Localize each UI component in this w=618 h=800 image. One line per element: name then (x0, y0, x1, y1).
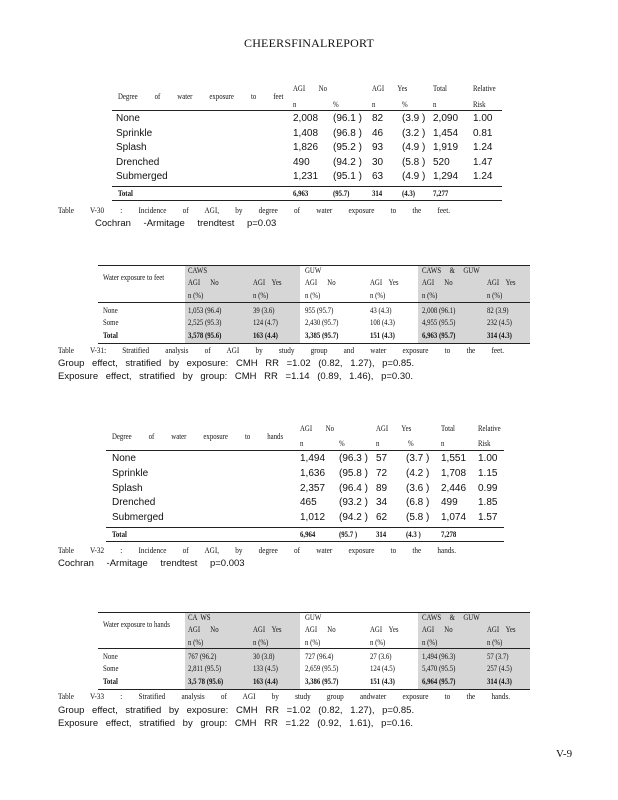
table-cell: 43 (4.3) (370, 306, 392, 315)
table-cell: 133 (4.5) (253, 664, 278, 674)
cell-agi-no-pct: (95.1 ) (333, 171, 362, 182)
cell-agi-no-n: 2,008 (293, 113, 319, 124)
col-npct: n (%) (253, 638, 269, 647)
col-total: Total (433, 84, 447, 93)
row-label: Total (103, 676, 118, 686)
sub-pct: % (402, 100, 408, 109)
cell-agi-no-n: 2,357 (300, 482, 326, 494)
table-cell: 1,494 (96.3) (422, 652, 456, 661)
cell-agi-no-pct: (94.2 ) (333, 156, 362, 168)
group-label: GUW (305, 613, 322, 622)
col-npct: n (%) (305, 638, 321, 647)
table-cell: 82 (3.9) (487, 306, 509, 315)
row-label: Submerged (116, 171, 168, 182)
col-relative: Relative (473, 84, 496, 93)
table-cell: 6,963 (95.7) (422, 330, 456, 340)
cell-total: 520 (433, 156, 450, 168)
table-cell: 151 (4.3) (370, 676, 395, 686)
table-cell: 3,386 (95.7) (305, 676, 339, 686)
sub-n: n (441, 439, 445, 448)
cell-relative-risk: 1.57 (478, 512, 498, 524)
group-label: CA WS (188, 613, 211, 622)
row-label: Drenched (112, 497, 156, 509)
cell-relative-risk: 1.15 (478, 467, 498, 479)
page-number: V-9 (556, 748, 573, 760)
row-header: Water exposure to feet (103, 273, 165, 282)
cell-relative-risk: 1.24 (473, 171, 493, 182)
cell-agi-no-n: 1,826 (293, 142, 319, 153)
table-cell: 2,525 (95.3) (188, 318, 222, 328)
table-caption: Table V-32 : Incidence of AGI, by degree of water exposure to the hands. (58, 546, 457, 555)
row-label: None (116, 113, 140, 124)
col-agi-yes: AGI Yes (253, 625, 282, 634)
table-cell: 3,5 78 (95.6) (188, 676, 224, 686)
report-header: CHEERSFINALREPORT (243, 36, 375, 50)
table-cell: 1,053 (96.4) (188, 306, 222, 315)
table-cell: 163 (4.4) (253, 330, 278, 340)
table-cell: 2,430 (95.7) (305, 318, 339, 328)
group-label: GUW (305, 266, 322, 275)
cell-agi-yes-n: 57 (376, 453, 388, 464)
col-agi-no: AGI No (188, 278, 219, 287)
cell-agi-no-pct: (96.3 ) (339, 453, 368, 464)
table-cell: 39 (3.6) (253, 306, 275, 315)
col-agi-yes: AGI Yes (487, 278, 516, 287)
cell-relative-risk: 1.24 (473, 142, 493, 153)
table-cell: 124 (4.7) (253, 318, 278, 328)
table-cell: 3,578 (95.6) (188, 330, 222, 340)
sub-n: n (293, 100, 297, 109)
table-cell: 4,955 (95.5) (422, 318, 456, 328)
table-cell: 3,385 (95.7) (305, 330, 339, 340)
cell-relative-risk: 0.99 (478, 482, 498, 494)
cell-agi-yes-n: 46 (372, 127, 384, 139)
table-cell: 955 (95.7) (305, 306, 334, 315)
row-label: Sprinkle (116, 127, 153, 139)
row-header: Water exposure to hands (103, 620, 170, 629)
cell-relative-risk: 1.47 (473, 156, 493, 168)
col-agi-no: AGI No (188, 625, 219, 634)
table-cell: 767 (96.2) (188, 652, 217, 661)
col-npct: n (%) (188, 638, 204, 647)
cell-agi-no-pct: (96.8 ) (333, 127, 362, 139)
col-npct: n (%) (370, 291, 386, 300)
table-cell: 6,964 (95.7) (422, 676, 456, 686)
cell-total: 1,708 (441, 467, 467, 479)
table-cell: 108 (4.3) (370, 318, 395, 328)
cell-agi-no-n: 490 (293, 156, 310, 168)
total-cell: (4.3 ) (406, 530, 421, 539)
table-note: Group effect, stratified by exposure: CMH RR =1.02 (0.82, 1.27), p=0.85. (58, 705, 415, 716)
table-cell: 30 (3.8) (253, 652, 275, 661)
cell-relative-risk: 1.85 (478, 497, 498, 509)
row-label: Some (103, 664, 119, 674)
cell-agi-yes-pct: (4.9 ) (402, 171, 426, 182)
table-cell: 232 (4.5) (487, 318, 512, 328)
table-cell: 2,659 (95.5) (305, 664, 339, 674)
sub-pct: % (339, 439, 345, 448)
total-cell: (95.7 ) (339, 530, 358, 539)
table-cell: 57 (3.7) (487, 652, 509, 661)
table-note: Cochran -Armitage trendtest p=0.03 (95, 218, 277, 229)
col-agi-no: AGI No (305, 625, 336, 634)
col-npct: n (%) (188, 291, 204, 300)
cell-agi-yes-n: 34 (376, 497, 388, 509)
table-note: Exposure effect, stratified by group: CMH RR =1.14 (0.89, 1.46), p=0.30. (58, 371, 414, 382)
cell-agi-yes-pct: (3.2 ) (402, 127, 426, 139)
total-cell: 7,278 (441, 530, 457, 539)
cell-agi-no-pct: (96.4 ) (339, 482, 368, 494)
cell-agi-no-n: 1,636 (300, 467, 326, 479)
table-cell: 2,008 (96.1) (422, 306, 456, 315)
col-agi-no: AGI No (422, 625, 453, 634)
cell-total: 1,294 (433, 171, 459, 182)
row-label: None (103, 652, 118, 661)
sub-n: n (372, 100, 376, 109)
cell-total: 2,446 (441, 482, 467, 494)
col-npct: n (%) (253, 291, 269, 300)
cell-total: 1,454 (433, 127, 459, 139)
cell-agi-yes-n: 93 (372, 142, 384, 153)
cell-agi-yes-pct: (5.8 ) (406, 512, 430, 524)
row-label: None (112, 453, 136, 464)
total-cell: (95.7) (333, 189, 350, 198)
table-caption: Table V-31: Stratified analysis of AGI by study group and water exposure to the feet. (58, 346, 505, 355)
sub-n: n (433, 100, 437, 109)
table-cell: 163 (4.4) (253, 676, 278, 686)
total-cell: 7,277 (433, 189, 449, 198)
cell-agi-no-pct: (96.1 ) (333, 113, 362, 124)
cell-agi-yes-pct: (4.9 ) (402, 142, 426, 153)
col-risk: Risk (478, 439, 491, 448)
cell-agi-no-n: 1,494 (300, 453, 326, 464)
row-label: Submerged (112, 512, 164, 524)
cell-agi-no-n: 1,231 (293, 171, 319, 182)
col-npct: n (%) (370, 638, 386, 647)
cell-agi-no-pct: (93.2 ) (339, 497, 368, 509)
group-label: CAWS (188, 266, 208, 275)
cell-agi-yes-pct: (4.2 ) (406, 467, 430, 479)
col-agi-yes: AGI Yes (487, 625, 516, 634)
row-label: Drenched (116, 156, 160, 168)
cell-agi-yes-n: 89 (376, 482, 388, 494)
col-header-degree: Degree of water exposure to feet (118, 92, 284, 101)
cell-agi-yes-n: 63 (372, 171, 384, 182)
table-caption: Table V-33 : Stratified analysis of AGI by study group andwater exposure to the hands. (58, 692, 511, 701)
col-npct: n (%) (487, 291, 503, 300)
col-npct: n (%) (422, 638, 438, 647)
col-agi-yes: AGI Yes (376, 424, 412, 433)
cell-agi-yes-pct: (3.6 ) (406, 482, 430, 494)
cell-agi-yes-pct: (3.7 ) (406, 453, 430, 464)
cell-agi-no-n: 1,408 (293, 127, 319, 139)
cell-agi-yes-n: 72 (376, 467, 388, 479)
table-cell: 151 (4.3) (370, 330, 395, 340)
table-note: Exposure effect, stratified by group: CMH RR =1.22 (0.92, 1.61), p=0.16. (58, 718, 414, 729)
cell-total: 499 (441, 497, 458, 509)
col-agi-yes: AGI Yes (370, 625, 399, 634)
cell-agi-yes-n: 62 (376, 512, 388, 524)
col-npct: n (%) (305, 291, 321, 300)
cell-total: 2,090 (433, 113, 459, 124)
cell-agi-no-pct: (95.8 ) (339, 467, 368, 479)
row-label: Total (103, 330, 118, 340)
col-npct: n (%) (487, 638, 503, 647)
cell-agi-no-n: 465 (300, 497, 317, 509)
row-label: Splash (112, 482, 143, 494)
table-cell: 314 (4.3) (487, 676, 512, 686)
total-cell: 314 (372, 189, 383, 198)
col-agi-no: AGI No (422, 278, 453, 287)
sub-n: n (300, 439, 304, 448)
sub-pct: % (408, 439, 414, 448)
cell-agi-no-n: 1,012 (300, 512, 326, 524)
total-cell: 6,964 (300, 530, 316, 539)
table-cell: 257 (4.5) (487, 664, 512, 674)
col-total: Total (441, 424, 455, 433)
cell-agi-yes-n: 82 (372, 113, 384, 124)
col-header-degree: Degree of water exposure to hands (112, 432, 284, 441)
total-cell: 314 (376, 530, 387, 539)
cell-relative-risk: 1.00 (478, 453, 498, 464)
col-agi-no: AGI No (293, 84, 327, 93)
row-label: Some (103, 318, 119, 328)
row-label: Splash (116, 142, 147, 153)
cell-agi-no-pct: (95.2 ) (333, 142, 362, 153)
group-label: CAWS & GUW (422, 613, 480, 622)
cell-total: 1,074 (441, 512, 467, 524)
table-caption: Table V-30 : Incidence of AGI, by degree of water exposure to the feet. (58, 206, 451, 215)
cell-total: 1,919 (433, 142, 459, 153)
cell-agi-no-pct: (94.2 ) (339, 512, 368, 524)
table-note: Cochran -Armitage trendtest p=0.003 (58, 558, 245, 569)
col-agi-yes: AGI Yes (372, 84, 408, 93)
table-cell: 314 (4.3) (487, 330, 512, 340)
row-label: Sprinkle (112, 467, 149, 479)
sub-n: n (376, 439, 380, 448)
total-cell: 6,963 (293, 189, 309, 198)
table-cell: 727 (96.4) (305, 652, 334, 661)
col-agi-yes: AGI Yes (253, 278, 282, 287)
cell-relative-risk: 1.00 (473, 113, 493, 124)
table-cell: 5,470 (95.5) (422, 664, 456, 674)
cell-relative-risk: 0.81 (473, 127, 493, 139)
table-cell: 124 (4.5) (370, 664, 395, 674)
col-relative: Relative (478, 424, 501, 433)
sub-pct: % (333, 100, 339, 109)
row-label: None (103, 306, 118, 315)
group-label: CAWS & GUW (422, 266, 480, 275)
cell-agi-yes-pct: (5.8 ) (402, 156, 426, 168)
col-agi-no: AGI No (305, 278, 336, 287)
cell-agi-yes-pct: (6.8 ) (406, 497, 430, 509)
total-label: Total (112, 530, 127, 539)
cell-total: 1,551 (441, 453, 467, 464)
cell-agi-yes-n: 30 (372, 156, 384, 168)
table-cell: 27 (3.6) (370, 652, 392, 661)
total-cell: (4.3) (402, 189, 416, 198)
col-npct: n (%) (422, 291, 438, 300)
cell-agi-yes-pct: (3.9 ) (402, 113, 426, 124)
col-agi-no: AGI No (300, 424, 334, 433)
col-agi-yes: AGI Yes (370, 278, 399, 287)
table-note: Group effect, stratified by exposure: CMH RR =1.02 (0.82, 1.27), p=0.85. (58, 358, 415, 369)
col-risk: Risk (473, 100, 486, 109)
total-label: Total (118, 189, 133, 198)
table-cell: 2,811 (95.5) (188, 664, 222, 674)
